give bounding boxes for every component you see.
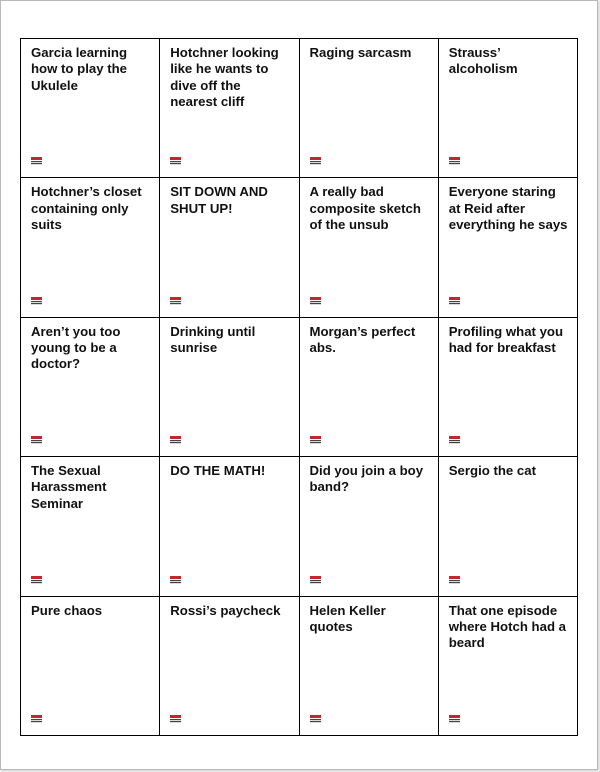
- card: [300, 318, 439, 457]
- card-text: Profiling what you had for breakfast: [448, 323, 564, 356]
- card: [21, 178, 160, 317]
- card: [439, 39, 578, 178]
- card-text: Garcia learning how to play the Ukulele: [31, 45, 128, 93]
- card: [21, 457, 160, 596]
- card-text: Everyone staring at Reid after everything he says: [448, 184, 568, 232]
- card-text: Rossi’s paycheck: [170, 602, 281, 618]
- card-text: Sergio the cat: [448, 463, 536, 479]
- card: [439, 457, 578, 596]
- card: [160, 597, 299, 736]
- card: [21, 597, 160, 736]
- card: [21, 39, 160, 178]
- card: [160, 178, 299, 317]
- card: [300, 597, 439, 736]
- card: [300, 457, 439, 596]
- card: [160, 457, 299, 596]
- card: [300, 178, 439, 317]
- brand-logo-icon: [31, 157, 42, 165]
- brand-logo-icon: [310, 157, 321, 165]
- card-text: Strauss’ alcoholism: [448, 45, 518, 77]
- brand-logo-icon: [449, 157, 460, 165]
- brand-logo-icon: [170, 576, 181, 584]
- brand-logo-icon: [310, 715, 321, 723]
- brand-logo-icon: [310, 576, 321, 584]
- brand-logo-icon: [31, 576, 42, 584]
- brand-logo-icon: [31, 297, 42, 305]
- brand-logo-icon: [449, 436, 460, 444]
- card-text: Pure chaos: [31, 602, 103, 618]
- card: [439, 178, 578, 317]
- card-text: Did you join a boy band?: [309, 463, 424, 495]
- brand-logo-icon: [449, 576, 460, 584]
- card: [300, 39, 439, 178]
- brand-logo-icon: [310, 297, 321, 305]
- card-text: Morgan’s perfect abs.: [309, 323, 416, 356]
- card-text: Raging sarcasm: [309, 45, 412, 60]
- card-text: DO THE MATH!: [170, 463, 266, 479]
- card: [21, 318, 160, 457]
- card-text: A really bad composite sketch of the unsub: [309, 184, 421, 232]
- card-text: Helen Keller quotes: [309, 602, 386, 634]
- brand-logo-icon: [310, 436, 321, 444]
- brand-logo-icon: [31, 436, 42, 444]
- brand-logo-icon: [170, 436, 181, 444]
- brand-logo-icon: [170, 715, 181, 723]
- card-text: Drinking until sunrise: [170, 323, 256, 356]
- brand-logo-icon: [449, 715, 460, 723]
- card-text: Hotchner looking like he wants to dive off the nearest cliff: [170, 45, 279, 109]
- card-text: The Sexual Harassment Seminar: [31, 463, 107, 511]
- card-text: Aren’t you too young to be a doctor?: [31, 323, 121, 372]
- card-grid: [20, 38, 578, 736]
- brand-logo-icon: [170, 297, 181, 305]
- card: [439, 597, 578, 736]
- card-text: SIT DOWN AND SHUT UP!: [170, 184, 268, 216]
- brand-logo-icon: [449, 297, 460, 305]
- card-text: Hotchner’s closet containing only suits: [31, 184, 142, 232]
- card: [160, 39, 299, 178]
- brand-logo-icon: [170, 157, 181, 165]
- card-text: That one episode where Hotch had a beard: [448, 602, 566, 651]
- brand-logo-icon: [31, 715, 42, 723]
- card: [160, 318, 299, 457]
- card: [439, 318, 578, 457]
